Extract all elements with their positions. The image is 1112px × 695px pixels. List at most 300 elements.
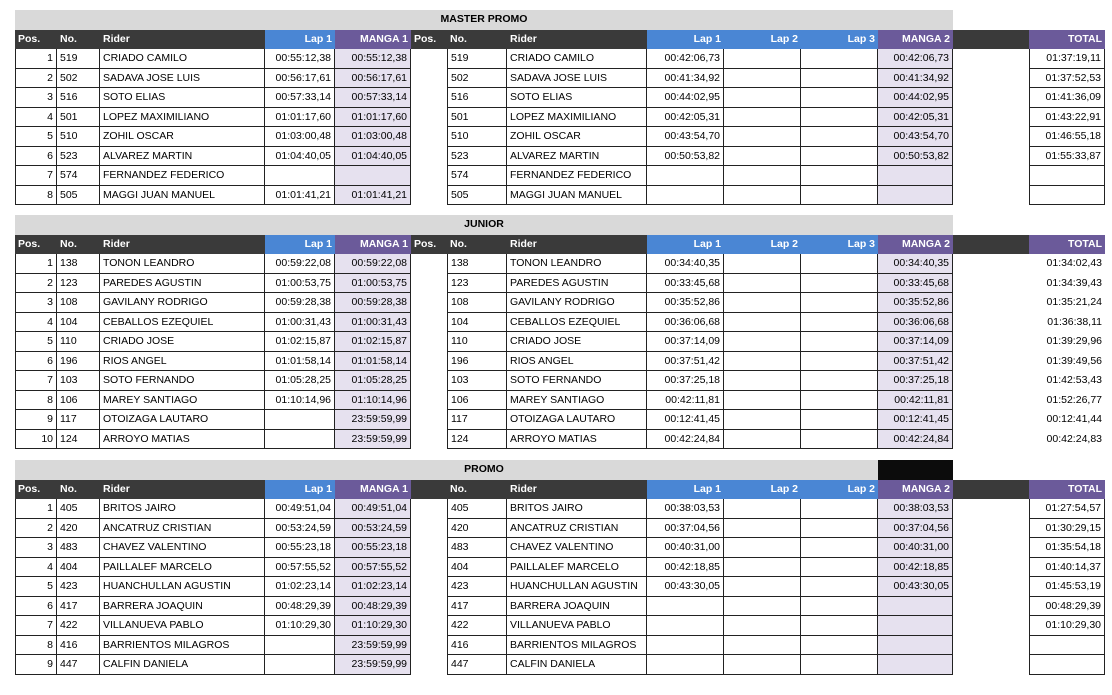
cell-lap1b: 00:33:45,68 [647,274,724,294]
cell-lap1b: 00:35:52,86 [647,293,724,313]
cell-manga1: 01:05:28,25 [335,371,411,391]
cell-lap2 [724,69,801,89]
cell-total [1029,186,1105,206]
cell-lap3 [801,293,878,313]
cell-manga1: 00:49:51,04 [335,499,411,519]
cell-no: 124 [57,430,100,450]
cell-rider: CRIADO CAMILO [100,49,265,69]
cell-manga2: 00:38:03,53 [878,499,953,519]
cell-rider2: LOPEZ MAXIMILIANO [507,108,647,128]
header-manga2: MANGA 2 [878,30,953,50]
header-no2: No. [447,480,507,500]
cell-no2: 505 [447,186,507,206]
cell-lap2 [724,410,801,430]
cell-lap1b: 00:40:31,00 [647,538,724,558]
cell-gap1 [953,538,1029,558]
cell-rider2: BARRIENTOS MILAGROS [507,636,647,656]
cell-lap1: 00:53:24,59 [265,519,335,539]
cell-lap1b: 00:41:34,92 [647,69,724,89]
cell-manga1: 00:59:28,38 [335,293,411,313]
cell-no2: 502 [447,69,507,89]
title-blank [953,10,1105,30]
cell-manga1: 01:01:41,21 [335,186,411,206]
cell-no2: 123 [447,274,507,294]
table-row [15,313,1105,333]
cell-no2: 405 [447,499,507,519]
table-row [15,108,1105,128]
cell-total: 01:34:02,43 [1046,257,1102,269]
cell-total: 01:30:29,15 [1029,519,1105,539]
cell-lap1b [647,166,724,186]
title-blank [953,215,1105,235]
header-gap1 [953,235,1029,255]
cell-gap1 [953,558,1029,578]
cell-pos2 [411,108,447,128]
cell-total: 01:55:33,87 [1029,147,1105,167]
cell-no2: 417 [447,597,507,617]
cell-lap2 [724,313,801,333]
cell-total: 01:34:39,43 [1046,276,1102,289]
table-row [15,636,1105,656]
cell-lap3 [801,186,878,206]
cell-pos: 1 [15,49,57,69]
cell-pos: 9 [15,655,57,675]
cell-lap1b: 00:43:54,70 [647,127,724,147]
cell-pos: 6 [15,597,57,617]
cell-pos: 7 [15,616,57,636]
cell-manga2: 00:42:24,84 [878,430,953,450]
cell-manga1: 00:59:22,08 [335,254,411,274]
cell-lap1: 00:59:22,08 [265,254,335,274]
cell-lap1: 00:55:12,38 [265,49,335,69]
header-lap1b: Lap 1 [647,30,724,50]
section-title-row [15,215,1105,235]
cell-rider2: ARROYO MATIAS [507,430,647,450]
table-row [15,166,1105,186]
cell-no: 523 [57,147,100,167]
cell-pos2 [411,293,447,313]
cell-pos2 [411,499,447,519]
cell-lap3 [801,371,878,391]
header-pos: Pos. [15,480,57,500]
cell-pos: 2 [15,274,57,294]
cell-pos2 [411,519,447,539]
header-lap1b: Lap 1 [647,235,724,255]
cell-lap3 [801,254,878,274]
cell-total: 00:48:29,39 [1029,597,1105,617]
cell-lap1b: 00:36:06,68 [647,313,724,333]
cell-pos2 [411,127,447,147]
cell-manga2: 00:42:11,81 [878,391,953,411]
cell-rider2: SOTO FERNANDO [507,371,647,391]
cell-no2: 106 [447,391,507,411]
cell-rider2: PAREDES AGUSTIN [507,274,647,294]
header-pos2 [411,480,447,500]
cell-gap1 [953,430,1029,450]
cell-no: 104 [57,313,100,333]
cell-manga2 [878,166,953,186]
header-no2: No. [447,235,507,255]
cell-lap2 [724,127,801,147]
cell-manga2: 00:43:54,70 [878,127,953,147]
cell-no: 574 [57,166,100,186]
cell-lap3 [801,313,878,333]
cell-gap1 [953,186,1029,206]
section-master-promo [15,10,1105,207]
header-pos: Pos. [15,30,57,50]
cell-lap3 [801,636,878,656]
table-row [15,519,1105,539]
cell-no2: 404 [447,558,507,578]
cell-rider: LOPEZ MAXIMILIANO [100,108,265,128]
cell-manga1: 00:57:55,52 [335,558,411,578]
cell-no: 108 [57,293,100,313]
header-row [15,480,1105,500]
cell-total: 01:37:19,11 [1029,49,1105,69]
cell-pos2 [411,49,447,69]
cell-lap2 [724,49,801,69]
table-row [15,69,1105,89]
cell-lap3 [801,519,878,539]
cell-manga2: 00:36:06,68 [878,313,953,333]
cell-manga1: 23:59:59,99 [335,410,411,430]
cell-manga1: 01:02:23,14 [335,577,411,597]
cell-pos: 3 [15,538,57,558]
cell-total: 01:52:26,77 [1046,393,1102,406]
cell-no: 516 [57,88,100,108]
cell-no: 404 [57,558,100,578]
cell-lap2 [724,519,801,539]
cell-gap1 [953,597,1029,617]
table-row [15,538,1105,558]
cell-lap2 [724,636,801,656]
cell-pos: 2 [15,519,57,539]
cell-lap2 [724,108,801,128]
cell-total: 01:46:55,18 [1029,127,1105,147]
table-row [15,352,1105,372]
cell-gap1 [953,166,1029,186]
cell-lap1b: 00:34:40,35 [647,254,724,274]
cell-no: 423 [57,577,100,597]
cell-lap2 [724,293,801,313]
cell-lap3 [801,127,878,147]
cell-gap1 [953,293,1029,313]
cell-lap3 [801,88,878,108]
cell-lap1: 00:57:55,52 [265,558,335,578]
cell-manga2 [878,616,953,636]
cell-no2: 510 [447,127,507,147]
cell-pos2 [411,313,447,333]
cell-no: 416 [57,636,100,656]
section-title: MASTER PROMO [15,10,953,30]
cell-no: 417 [57,597,100,617]
cell-lap1: 01:01:58,14 [265,352,335,372]
cell-rider: BRITOS JAIRO [100,499,265,519]
cell-rider2: PAILLALEF MARCELO [507,558,647,578]
header-lap1: Lap 1 [265,480,335,500]
cell-lap2 [724,655,801,675]
cell-lap1: 00:59:28,38 [265,293,335,313]
cell-pos2 [411,410,447,430]
cell-lap1b [647,616,724,636]
cell-rider2: FERNANDEZ FEDERICO [507,166,647,186]
cell-pos: 10 [15,430,57,450]
cell-lap2 [724,371,801,391]
cell-rider: CHAVEZ VALENTINO [100,538,265,558]
header-total: TOTAL [1029,235,1105,255]
cell-no2: 103 [447,371,507,391]
header-pos: Pos. [15,235,57,255]
cell-manga1 [335,166,411,186]
header-total: TOTAL [1029,30,1105,50]
cell-manga2: 00:37:04,56 [878,519,953,539]
cell-rider2: MAGGI JUAN MANUEL [507,186,647,206]
cell-lap1: 01:00:53,75 [265,274,335,294]
cell-lap1 [265,430,335,450]
cell-total: 01:35:54,18 [1029,538,1105,558]
cell-lap3 [801,558,878,578]
cell-manga1: 00:53:24,59 [335,519,411,539]
header-pos2: Pos. [411,235,447,255]
cell-gap1 [953,332,1029,352]
cell-gap1 [953,313,1029,333]
cell-rider: PAREDES AGUSTIN [100,274,265,294]
cell-lap3 [801,499,878,519]
cell-rider: ZOHIL OSCAR [100,127,265,147]
cell-pos: 4 [15,313,57,333]
table-row [15,49,1105,69]
cell-no: 510 [57,127,100,147]
cell-lap1b [647,186,724,206]
cell-no2: 483 [447,538,507,558]
header-no: No. [57,30,100,50]
cell-rider2: ANCATRUZ CRISTIAN [507,519,647,539]
header-no2: No. [447,30,507,50]
section-title: JUNIOR [15,215,953,235]
table-row [15,147,1105,167]
cell-pos: 4 [15,108,57,128]
cell-no: 405 [57,499,100,519]
cell-lap1b: 00:37:14,09 [647,332,724,352]
cell-manga1: 01:03:00,48 [335,127,411,147]
cell-rider: CALFIN DANIELA [100,655,265,675]
cell-no2: 422 [447,616,507,636]
cell-manga1: 23:59:59,99 [335,636,411,656]
cell-pos2 [411,558,447,578]
cell-lap1b: 00:38:03,53 [647,499,724,519]
cell-no2: 124 [447,430,507,450]
cell-pos2 [411,430,447,450]
cell-pos: 5 [15,577,57,597]
cell-manga2: 00:43:30,05 [878,577,953,597]
cell-no2: 447 [447,655,507,675]
cell-no2: 501 [447,108,507,128]
cell-lap1: 01:01:41,21 [265,186,335,206]
cell-pos2 [411,577,447,597]
cell-no2: 423 [447,577,507,597]
cell-gap1 [953,127,1029,147]
table-row [15,274,1105,294]
cell-rider: ALVAREZ MARTIN [100,147,265,167]
cell-no2: 110 [447,332,507,352]
cell-lap2 [724,616,801,636]
cell-pos2 [411,332,447,352]
header-manga1: MANGA 1 [335,30,411,50]
cell-total [1029,655,1105,675]
table-row [15,127,1105,147]
cell-gap1 [953,636,1029,656]
cell-pos: 1 [15,499,57,519]
section-title: PROMO [15,460,953,480]
cell-lap1: 01:10:29,30 [265,616,335,636]
cell-no: 483 [57,538,100,558]
header-total: TOTAL [1029,480,1105,500]
header-row [15,235,1105,255]
header-lap2: Lap 2 [724,235,801,255]
cell-rider2: CRIADO JOSE [507,332,647,352]
cell-manga2: 00:42:05,31 [878,108,953,128]
cell-no: 196 [57,352,100,372]
cell-lap2 [724,166,801,186]
table-row [15,371,1105,391]
cell-rider: VILLANUEVA PABLO [100,616,265,636]
cell-gap1 [953,616,1029,636]
table-row [15,499,1105,519]
cell-pos: 7 [15,371,57,391]
cell-rider: SOTO FERNANDO [100,371,265,391]
cell-pos: 8 [15,186,57,206]
cell-no2: 519 [447,49,507,69]
cell-total [1029,636,1105,656]
table-row [15,597,1105,617]
cell-pos: 3 [15,88,57,108]
cell-lap1: 01:00:31,43 [265,313,335,333]
cell-lap1b: 00:43:30,05 [647,577,724,597]
cell-lap2 [724,254,801,274]
cell-lap1b [647,655,724,675]
cell-manga1: 01:01:17,60 [335,108,411,128]
cell-lap1b: 00:42:18,85 [647,558,724,578]
cell-rider2: VILLANUEVA PABLO [507,616,647,636]
cell-lap3 [801,655,878,675]
cell-total: 01:10:29,30 [1029,616,1105,636]
cell-manga2 [878,597,953,617]
cell-pos: 8 [15,636,57,656]
cell-lap2 [724,352,801,372]
header-manga1: MANGA 1 [335,480,411,500]
table-row [15,391,1105,411]
table-row [15,88,1105,108]
cell-no2: 574 [447,166,507,186]
cell-pos2 [411,166,447,186]
header-lap2: Lap 2 [724,480,801,500]
cell-manga2: 00:50:53,82 [878,147,953,167]
cell-rider: TONON LEANDRO [100,254,265,274]
cell-lap1: 00:57:33,14 [265,88,335,108]
cell-pos: 6 [15,352,57,372]
cell-manga1: 01:00:31,43 [335,313,411,333]
cell-gap1 [953,69,1029,89]
cell-no: 447 [57,655,100,675]
cell-manga2: 00:37:51,42 [878,352,953,372]
cell-gap1 [953,108,1029,128]
cell-pos: 4 [15,558,57,578]
cell-total: 01:40:14,37 [1029,558,1105,578]
header-gap1 [953,30,1029,50]
cell-lap1b: 00:44:02,95 [647,88,724,108]
cell-total: 01:42:53,43 [1046,374,1102,386]
header-rider2: Rider [507,480,647,500]
cell-pos2 [411,69,447,89]
header-manga1: MANGA 1 [335,235,411,255]
cell-gap1 [953,49,1029,69]
cell-lap1: 00:48:29,39 [265,597,335,617]
cell-lap3 [801,538,878,558]
cell-no2: 420 [447,519,507,539]
cell-lap2 [724,577,801,597]
cell-lap2 [724,391,801,411]
cell-total [1029,166,1105,186]
cell-gap1 [953,352,1029,372]
table-row [15,410,1105,430]
cell-rider2: BRITOS JAIRO [507,499,647,519]
cell-rider: CEBALLOS EZEQUIEL [100,313,265,333]
title-blank [953,460,1105,480]
cell-total: 01:27:54,57 [1029,499,1105,519]
header-lap1b: Lap 1 [647,480,724,500]
cell-manga1: 01:10:14,96 [335,391,411,411]
cell-lap1b: 00:12:41,45 [647,410,724,430]
cell-lap1: 00:56:17,61 [265,69,335,89]
cell-lap3 [801,597,878,617]
cell-rider2: OTOIZAGA LAUTARO [507,410,647,430]
cell-rider: SOTO ELIAS [100,88,265,108]
cell-no: 505 [57,186,100,206]
cell-manga1: 23:59:59,99 [335,430,411,450]
header-rider2: Rider [507,30,647,50]
cell-no: 106 [57,391,100,411]
cell-lap1b: 00:37:51,42 [647,352,724,372]
cell-lap1b [647,636,724,656]
cell-rider: ARROYO MATIAS [100,430,265,450]
cell-no: 103 [57,371,100,391]
cell-lap3 [801,577,878,597]
table-row [15,430,1105,450]
cell-rider2: ZOHIL OSCAR [507,127,647,147]
cell-lap1: 01:01:17,60 [265,108,335,128]
table-row [15,293,1105,313]
cell-no: 138 [57,254,100,274]
cell-rider2: GAVILANY RODRIGO [507,293,647,313]
cell-lap1: 01:10:14,96 [265,391,335,411]
cell-manga1: 01:00:53,75 [335,274,411,294]
header-no: No. [57,480,100,500]
cell-manga1: 00:48:29,39 [335,597,411,617]
cell-lap2 [724,538,801,558]
cell-pos2 [411,391,447,411]
section-title-row [15,460,1105,480]
cell-no: 519 [57,49,100,69]
section-junior [15,215,1105,451]
cell-no: 110 [57,332,100,352]
header-lap1: Lap 1 [265,30,335,50]
cell-manga1: 00:57:33,14 [335,88,411,108]
cell-rider: RIOS ANGEL [100,352,265,372]
cell-manga1: 01:04:40,05 [335,147,411,167]
cell-no2: 523 [447,147,507,167]
cell-total: 01:41:36,09 [1029,88,1105,108]
cell-manga1: 01:01:58,14 [335,352,411,372]
